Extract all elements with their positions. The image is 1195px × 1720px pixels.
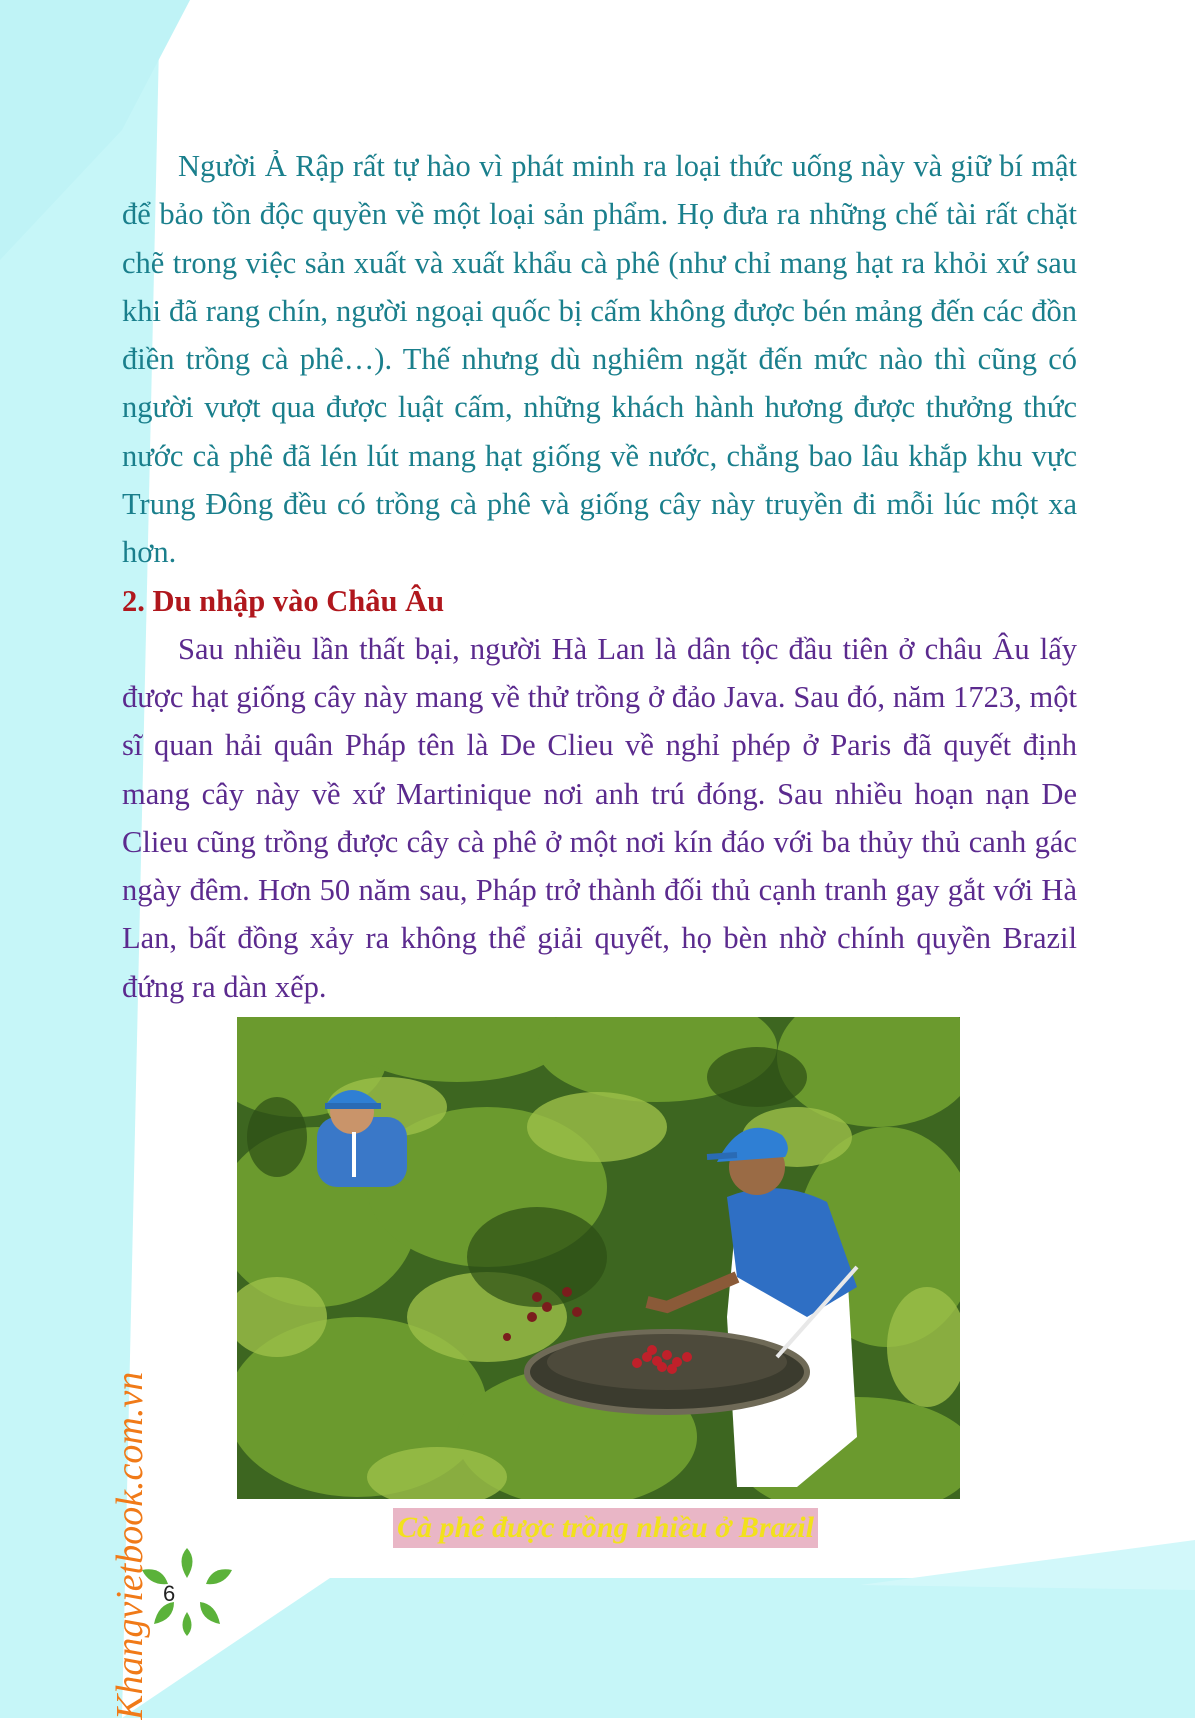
page-content [122,142,1077,1011]
page-number: 6 [163,1581,176,1606]
paragraph-europe-introduction: Sau nhiều lần thất bại, người Hà Lan là dân tộc đầu tiên ở châu Âu lấy được hạt giống cây này mang về thử trồng ở đảo Java. Sau đó, năm 1723, một sĩ quan hải quân Pháp tên là De Clieu về nghỉ phép ở Paris đã quyết định mang cây này về xứ Martinique nơi anh trú đóng. Sau nhiều hoạn nạn De Clieu cũng trồng được cây cà phê ở một nơi kín đáo với ba thủy thủ canh gác ngày đêm. Hơn 50 năm sau, Pháp trở thành đối thủ cạnh tranh gay gắt với Hà Lan, bất đồng xảy ra không thể giải quyết, họ bèn nhờ chính quyền Brazil đứng ra dàn xếp. [122,631,1077,1004]
watermark-text: Khangvietbook.com.vn [109,1371,151,1720]
photo-caption: Cà phê được trồng nhiều ở Brazil [393,1508,818,1548]
section-heading: 2. Du nhập vào Châu Âu [122,583,445,618]
leaf-decoration-icon [132,1540,242,1640]
paragraph-arab-secrecy: Người Ả Rập rất tự hào vì phát minh ra loại thức uống này và giữ bí mật để bảo tồn độc quyền về một loại sản phẩm. Họ đưa ra những chế tài rất chặt chẽ trong việc sản xuất và xuất khẩu cà phê (như chỉ mang hạt ra khỏi xứ sau khi đã rang chín, người ngoại quốc bị cấm không được bén mảng đến các đồn điền trồng cà phê…). Thế nhưng dù nghiêm ngặt đến mức nào thì cũng có người vượt qua được luật cấm, những khách hành hương được thưởng thức nước cà phê đã lén lút mang hạt giống về nước, chẳng bao lâu khắp khu vực Trung Đông đều có trồng cà phê và giống cây này truyền đi mỗi lúc một xa hơn. [122,149,1077,570]
coffee-harvest-photo [237,1017,960,1499]
